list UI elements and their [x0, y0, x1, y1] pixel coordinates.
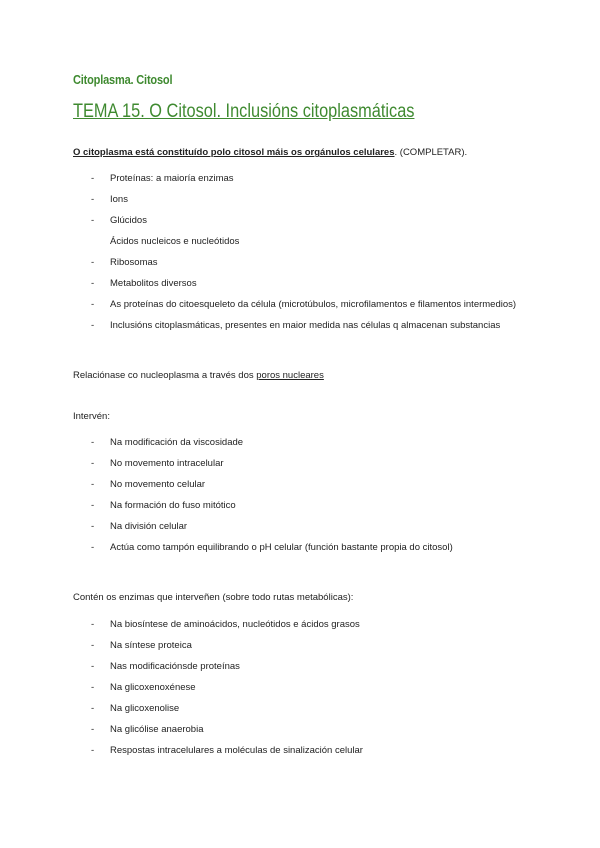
list-item-text: Na formación do fuso mitótico	[110, 500, 236, 511]
list-item-text: Ácidos nucleicos e nucleótidos	[110, 236, 240, 247]
list-item	[0, 319, 530, 332]
dash-bullet: -	[91, 299, 95, 310]
list-item	[0, 681, 530, 694]
list-item	[0, 277, 530, 290]
list-item	[0, 457, 530, 470]
list-item-text: Na glicólise anaerobia	[110, 724, 204, 735]
list-item-text: No movemento celular	[110, 479, 206, 490]
list-item-text: Na síntese proteica	[110, 640, 192, 651]
intervene-label: Intervén:	[73, 411, 110, 422]
list-item	[0, 436, 530, 449]
list-item	[0, 478, 530, 491]
list-item-text: Proteínas: a maioría enzimas	[110, 173, 234, 184]
list-item-text: Metabolitos diversos	[110, 278, 197, 289]
list-item	[0, 541, 530, 554]
list-item-text: As proteínas do citoesqueleto da célula (microtúbulos, microfilamentos e filamentos intermedios)	[110, 299, 517, 310]
list-item	[0, 744, 530, 757]
intro-paragraph	[73, 146, 467, 159]
page-title: TEMA 15. O Citosol. Inclusións citoplasmáticas	[73, 101, 415, 122]
dash-bullet: -	[91, 724, 95, 735]
enzymes-label: Contén os enzimas que interveñen (sobre todo rutas metabólicas):	[73, 592, 354, 603]
list-item	[0, 193, 530, 206]
list-item-text: Na biosíntese de aminoácidos, nucleótidos e ácidos grasos	[110, 619, 360, 630]
list-item	[0, 214, 530, 227]
dash-bullet: -	[91, 703, 95, 714]
list-item	[0, 723, 530, 736]
dash-bullet: -	[91, 257, 95, 268]
enzymes-list	[0, 618, 600, 757]
list-item-text: Glúcidos	[110, 215, 147, 226]
relation-text: Relaciónase co nucleoplasma a través dos	[73, 370, 257, 381]
poros-nucleares-term: poros nucleares	[256, 370, 324, 381]
section-subtitle: Citoplasma. Citosol	[73, 73, 173, 87]
dash-bullet: -	[91, 194, 95, 205]
dash-bullet: -	[91, 745, 95, 756]
list-item-text: Inclusións citoplasmáticas, presentes en maior medida nas células q almacenan substancias	[110, 320, 501, 331]
list-item	[0, 235, 530, 248]
dash-bullet: -	[91, 521, 95, 532]
list-item-text: Ions	[110, 194, 128, 205]
dash-bullet: -	[91, 661, 95, 672]
list-item	[0, 499, 530, 512]
list-item	[0, 256, 530, 269]
list-item-text: Ribosomas	[110, 257, 158, 268]
dash-bullet: -	[91, 542, 95, 553]
dash-bullet: -	[91, 215, 95, 226]
dash-bullet: -	[91, 640, 95, 651]
list-item-text: Na división celular	[110, 521, 188, 532]
composition-list	[0, 172, 600, 332]
dash-bullet: -	[91, 619, 95, 630]
list-item	[0, 298, 530, 311]
intervene-list	[0, 436, 600, 554]
list-item-text: Actúa como tampón equilibrando o pH celular (función bastante propia do citosol)	[110, 542, 453, 553]
list-item-text: Nas modificaciónsde proteínas	[110, 661, 240, 672]
list-item	[0, 639, 530, 652]
dash-bullet: -	[91, 320, 95, 331]
list-item-text: No movemento intracelular	[110, 458, 224, 469]
list-item	[0, 618, 530, 631]
dash-bullet: -	[91, 173, 95, 184]
list-item	[0, 520, 530, 533]
list-item-text: Na modificación da viscosidade	[110, 437, 244, 448]
list-item-text: Respostas intracelulares a moléculas de sinalización celular	[110, 745, 363, 756]
dash-bullet: -	[91, 437, 95, 448]
intro-rest: . (COMPLETAR).	[394, 147, 468, 158]
list-item-text: Na glicoxenoxénese	[110, 682, 196, 693]
dash-bullet: -	[91, 500, 95, 511]
list-item-text: Na glicoxenolise	[110, 703, 180, 714]
dash-bullet: -	[91, 278, 95, 289]
relation-paragraph	[73, 369, 324, 382]
list-item	[0, 172, 530, 185]
intro-strong: O citoplasma está constituído polo citosol máis os orgánulos celulares	[73, 147, 395, 158]
dash-bullet: -	[91, 682, 95, 693]
dash-bullet: -	[91, 479, 95, 490]
dash-bullet: -	[91, 458, 95, 469]
list-item	[0, 660, 530, 673]
list-item	[0, 702, 530, 715]
